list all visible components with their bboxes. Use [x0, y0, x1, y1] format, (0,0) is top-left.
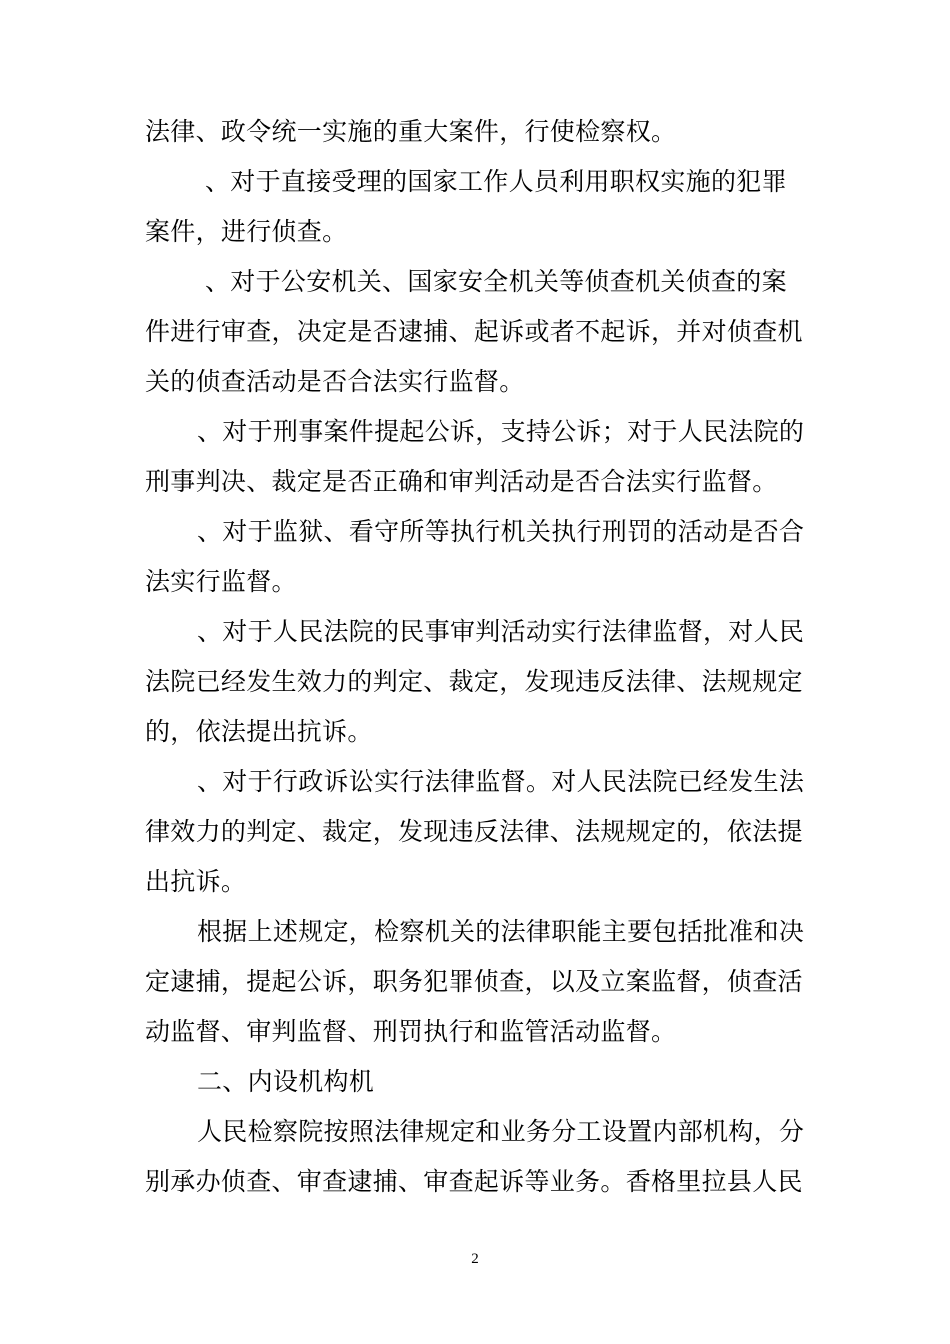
text-line: 根据上述规定，检察机关的法律职能主要包括批准和决: [197, 917, 805, 946]
text-line: 人民检察院按照法律规定和业务分工设置内部机构，分: [197, 1117, 805, 1146]
text-line: 件进行审查，决定是否逮捕、起诉或者不起诉，并对侦查机: [145, 317, 803, 346]
text-line: 、对于监狱、看守所等执行机关执行刑罚的活动是否合: [197, 517, 805, 546]
text-line: 、对于人民法院的民事审判活动实行法律监督，对人民: [197, 617, 805, 646]
text-line: 、对于公安机关、国家安全机关等侦查机关侦查的案: [205, 267, 787, 296]
text-line: 刑事判决、裁定是否正确和审判活动是否合法实行监督。: [145, 467, 778, 496]
text-line: 动监督、审判监督、刑罚执行和监管活动监督。: [145, 1017, 677, 1046]
page-number: 2: [471, 1251, 479, 1267]
text-line: 法院已经发生效力的判定、裁定，发现违反法律、法规规定: [145, 667, 803, 696]
text-line: 、对于刑事案件提起公诉，支持公诉；对于人民法院的: [197, 417, 805, 446]
text-line: 法律、政令统一实施的重大案件，行使检察权。: [145, 117, 677, 146]
text-line: 、对于行政诉讼实行法律监督。对人民法院已经发生法: [197, 767, 805, 796]
text-line: 别承办侦查、审查逮捕、审查起诉等业务。香格里拉县人民: [145, 1167, 803, 1196]
text-line: 律效力的判定、裁定，发现违反法律、法规规定的，依法提: [145, 817, 803, 846]
text-line: 、对于直接受理的国家工作人员利用职权实施的犯罪: [205, 167, 787, 196]
text-line: 法实行监督。: [145, 567, 297, 596]
text-line: 的，依法提出抗诉。: [145, 717, 373, 746]
text-line: 出抗诉。: [145, 867, 247, 896]
section-heading: 二、内设机构机: [197, 1067, 375, 1096]
text-line: 关的侦查活动是否合法实行监督。: [145, 367, 525, 396]
text-line: 案件，进行侦查。: [145, 217, 348, 246]
text-line: 定逮捕，提起公诉，职务犯罪侦查，以及立案监督，侦查活: [145, 967, 803, 996]
